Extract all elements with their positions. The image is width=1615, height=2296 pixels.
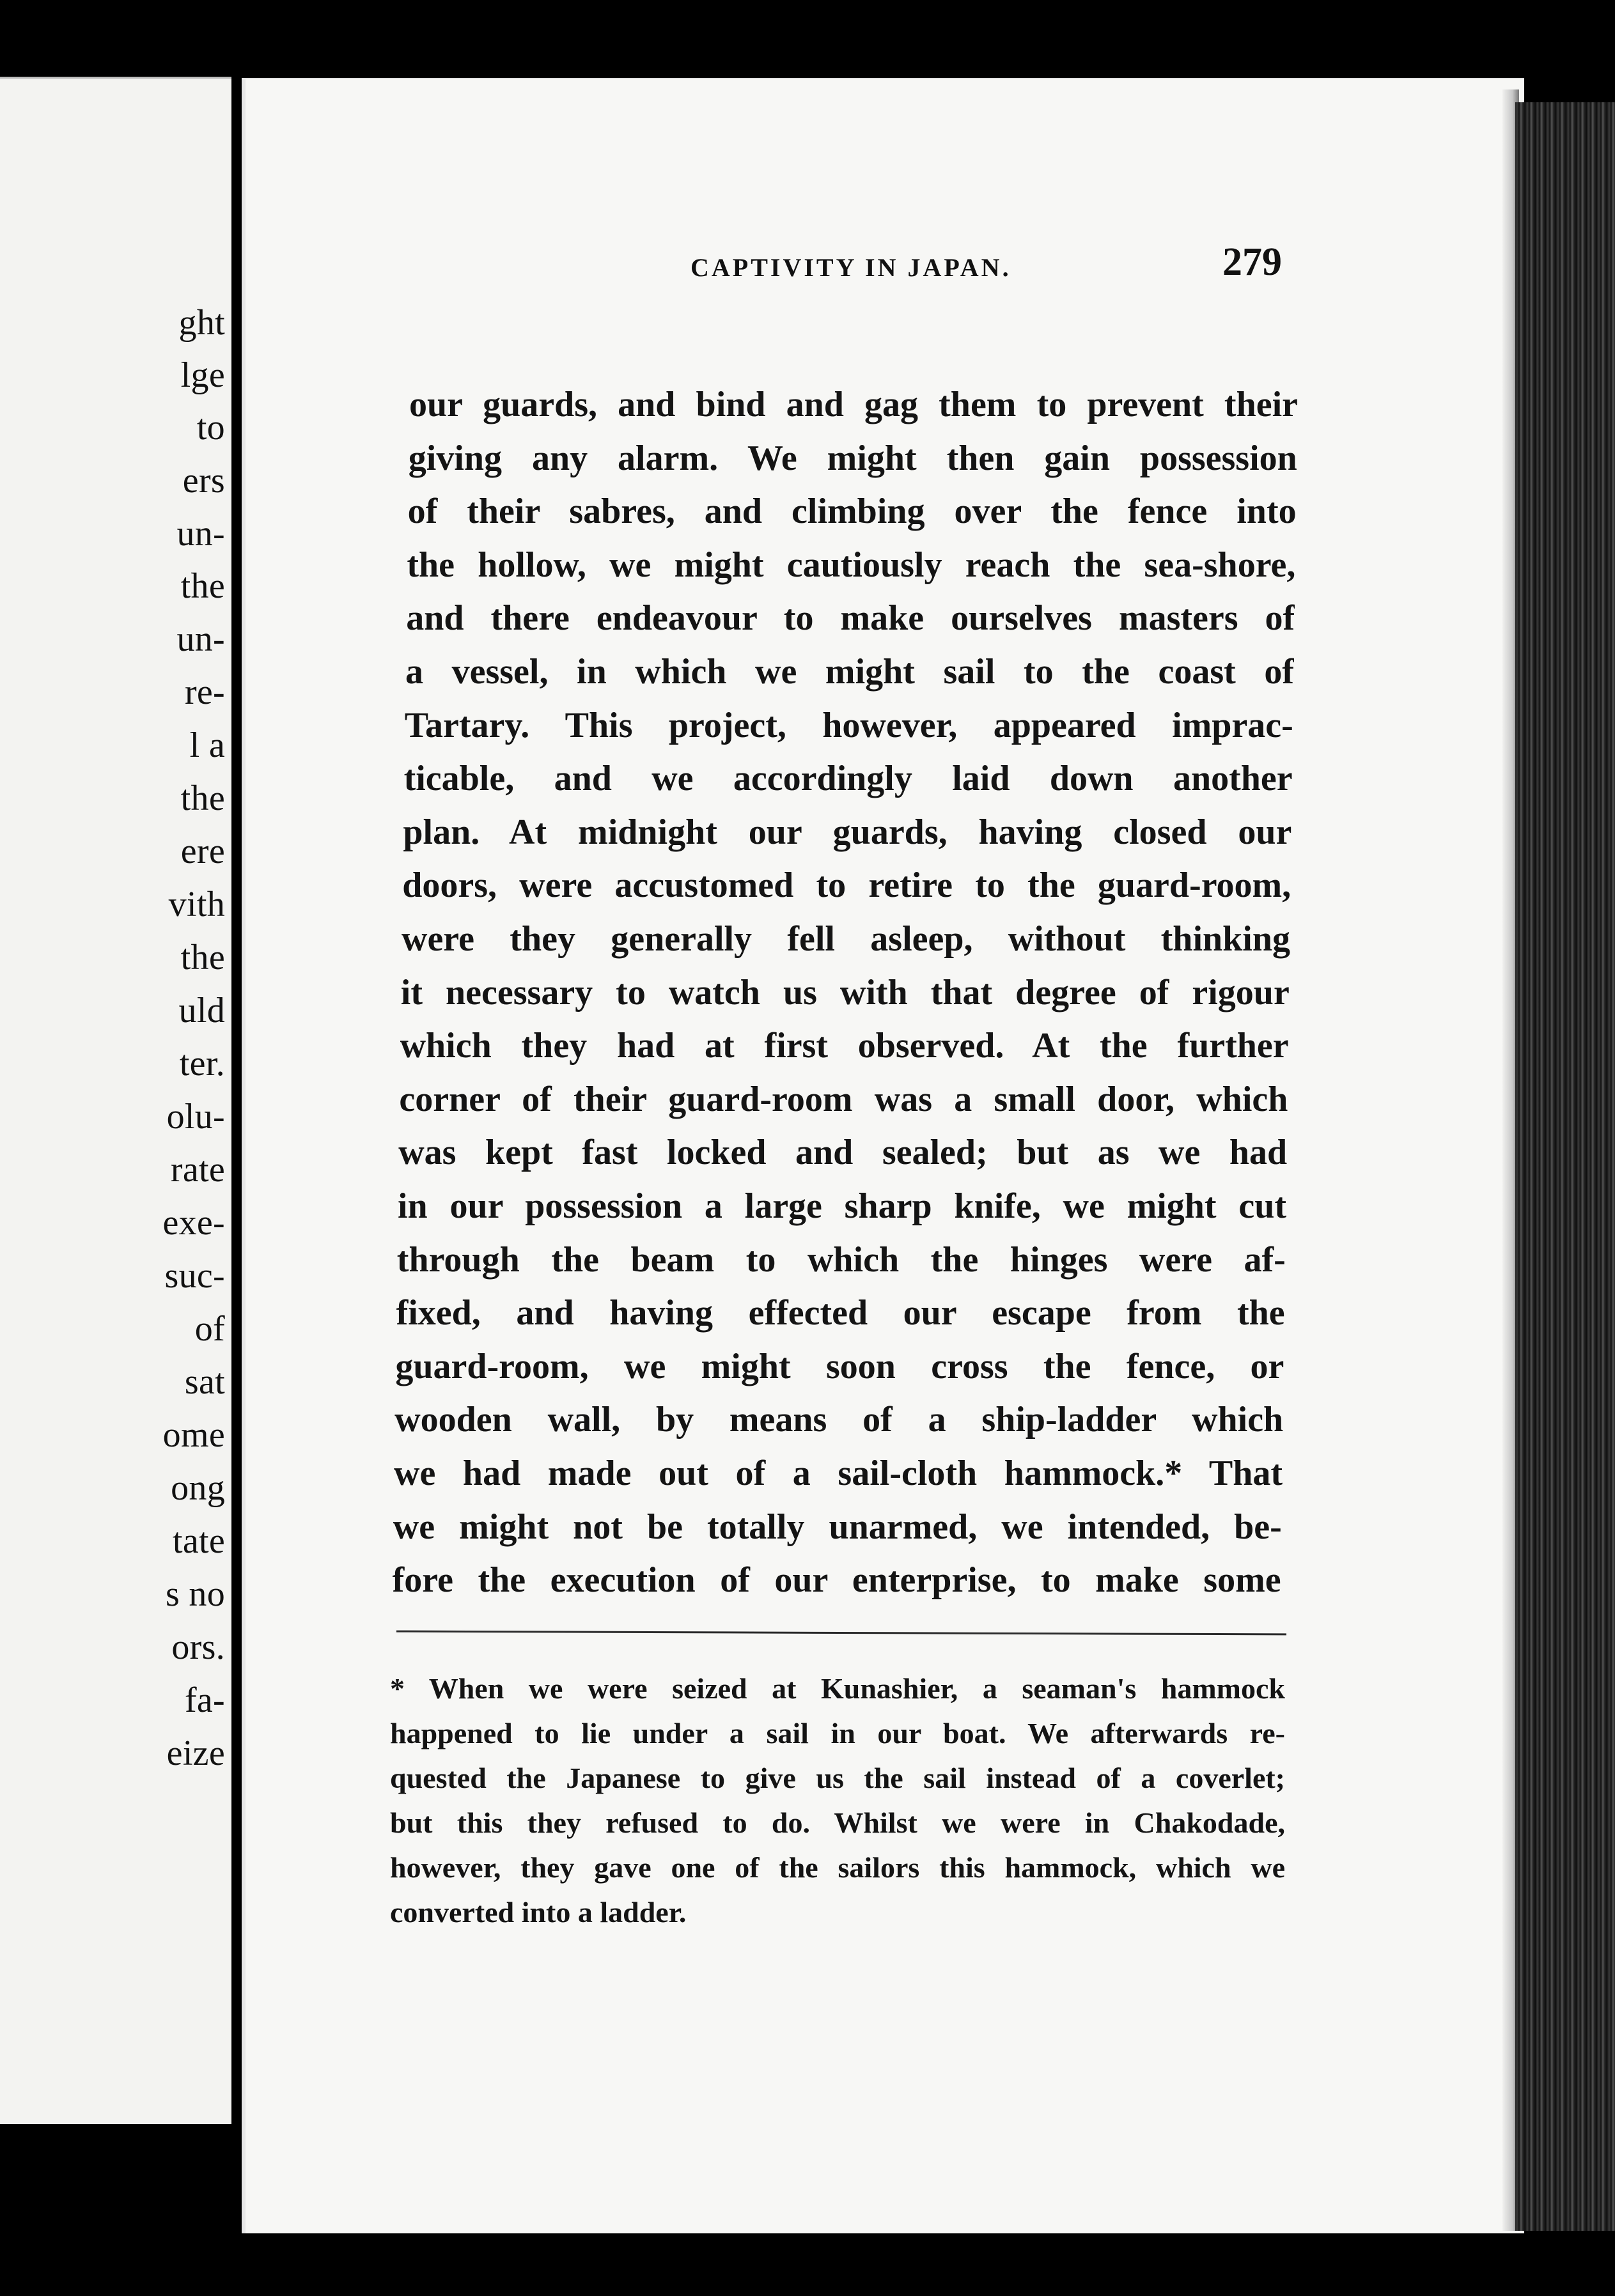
page-number: 279: [1222, 240, 1282, 284]
left-page-fragment: the: [180, 566, 225, 606]
body-line: we had made out of a sail-cloth hammock.* That: [394, 1454, 1283, 1493]
left-page-fragment: un-: [176, 514, 225, 554]
body-line: corner of their guard-room was a small door, which: [399, 1080, 1288, 1119]
body-line: through the beam to which the hinges were af-: [396, 1240, 1286, 1280]
body-line: doors, were accustomed to retire to the guard-room,: [402, 865, 1291, 905]
left-page-fragment: exe-: [162, 1203, 225, 1243]
body-line: plan. At midnight our guards, having closed our: [403, 812, 1292, 852]
left-page-fragment: ere: [180, 832, 225, 871]
left-page-fragment: lge: [180, 355, 225, 395]
body-line: was kept fast locked and sealed; but as we had: [398, 1133, 1288, 1172]
book-binding: [1515, 102, 1615, 2231]
left-page-fragment: re-: [184, 672, 225, 712]
left-page-fragment: fa-: [184, 1680, 225, 1720]
body-line: fixed, and having effected our escape from the: [396, 1293, 1285, 1333]
left-page-fragment: ter.: [179, 1044, 225, 1083]
left-page-fragment: sat: [184, 1362, 225, 1402]
left-page-fragment: un-: [176, 619, 225, 659]
body-line: which they had at first observed. At the further: [400, 1026, 1289, 1066]
body-line: Tartary. This project, however, appeared imprac-: [404, 706, 1293, 745]
body-line: we might not be totally unarmed, we intended, be-: [393, 1507, 1282, 1547]
body-line: the hollow, we might cautiously reach the sea-shore,: [407, 545, 1296, 585]
running-head-title: CAPTIVITY IN JAPAN.: [690, 253, 1011, 282]
footnote-line: but this they refused to do. Whilst we were in Chakodade,: [390, 1806, 1285, 1839]
footnote-line: quested the Japanese to give us the sail instead of a coverlet;: [390, 1762, 1285, 1794]
left-page-fragment: suc-: [164, 1256, 225, 1296]
left-page-fragment: l a: [189, 725, 225, 765]
body-line: our guards, and bind and gag them to prevent their: [409, 385, 1298, 424]
left-page-fragment: of: [194, 1309, 225, 1349]
left-page-fragment: ors.: [171, 1627, 225, 1667]
body-line: guard-room, we might soon cross the fence, or: [395, 1347, 1284, 1386]
left-page-fragment: ers: [182, 461, 225, 500]
left-page-fragment: rate: [170, 1150, 225, 1190]
left-page-fragment: ong: [171, 1468, 225, 1508]
body-line: in our possession a large sharp knife, we might cut: [398, 1186, 1286, 1226]
left-page-fragment: olu-: [166, 1097, 225, 1136]
left-page-fragment: the: [180, 938, 225, 977]
left-page-fragment: tate: [172, 1521, 225, 1561]
left-page-fragment: eize: [166, 1734, 225, 1773]
footnote-line: * When we were seized at Kunashier, a seaman's hammock: [390, 1672, 1285, 1705]
body-line: of their sabres, and climbing over the fence into: [407, 492, 1297, 531]
footnote-line: happened to lie under a sail in our boat. We afterwards re-: [390, 1717, 1285, 1749]
left-page-fragment: vith: [168, 885, 225, 924]
left-page-fragment: s no: [166, 1574, 225, 1614]
body-line: wooden wall, by means of a ship-ladder which: [394, 1400, 1284, 1439]
left-page-fragment: to: [196, 408, 225, 447]
body-line: giving any alarm. We might then gain possession: [408, 438, 1297, 478]
body-line: ticable, and we accordingly laid down another: [403, 759, 1293, 798]
left-page-fragment: ght: [178, 303, 225, 343]
body-line: and there endeavour to make ourselves masters of: [406, 598, 1295, 638]
body-line: a vessel, in which we might sail to the coast of: [405, 652, 1294, 692]
body-line: were they generally fell asleep, without thinking: [402, 919, 1290, 959]
left-page-fragment: ome: [162, 1415, 225, 1455]
body-line: fore the execution of our enterprise, to make some: [392, 1560, 1281, 1600]
running-head: [448, 240, 1311, 291]
left-page: [0, 77, 231, 2124]
body-line: it necessary to watch us with that degree of rigour: [400, 973, 1290, 1012]
footnote-line: however, they gave one of the sailors this hammock, which we: [390, 1851, 1285, 1884]
left-page-fragment: the: [180, 779, 225, 818]
left-page-fragment: uld: [178, 991, 225, 1030]
footnote-line: converted into a ladder.: [390, 1896, 687, 1928]
